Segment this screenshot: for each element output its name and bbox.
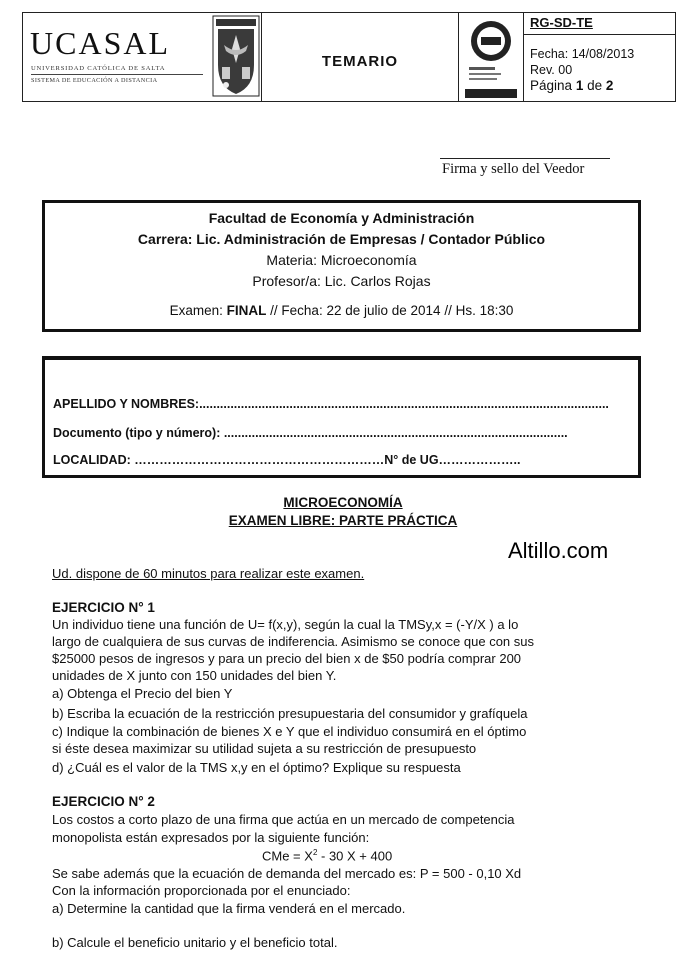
- exercise-2-line: Se sabe además que la ecuación de demanda del mercado es: P = 500 - 0,10 Xd: [52, 866, 522, 881]
- exercise-2-line: monopolista están expresados por la siguiente función:: [52, 830, 370, 845]
- student-locality-field[interactable]: LOCALIDAD: ……………………………………………………N° de UG………………..: [53, 453, 521, 467]
- subject-line: [45, 252, 638, 268]
- exam-time-value: Hs. 18:30: [455, 303, 514, 318]
- document-date: [530, 47, 634, 61]
- exercise-1-heading: EJERCICIO N° 1: [52, 600, 155, 615]
- logo-system-name: SISTEMA DE EDUCACIÓN A DISTANCIA: [31, 77, 158, 84]
- professor-line: [45, 273, 638, 289]
- logo-wordmark: UCASAL: [30, 25, 171, 61]
- university-crest-icon: [212, 15, 260, 97]
- student-name-field[interactable]: APELLIDO Y NOMBRES:......................................................................................................................: [53, 397, 609, 411]
- exercise-1-line: Un individuo tiene una función de U= f(x,y), según la cual la TMSy,x = (-Y/X ) a lo: [52, 617, 519, 632]
- exercise-1-item-a: a) Obtenga el Precio del bien Y: [52, 686, 233, 701]
- document-code: RG-SD-TE: [530, 15, 593, 30]
- date-label: Fecha:: [530, 47, 569, 61]
- faculty-name: Facultad de Economía y Administración: [208, 210, 475, 226]
- exercise-1-item-d: d) ¿Cuál es el valor de la TMS x,y en el óptimo? Explique su respuesta: [52, 760, 461, 775]
- page-indicator: [530, 78, 613, 93]
- exam-label: Examen:: [169, 303, 223, 318]
- exercise-1-line: largo de cualquiera de sus curvas de indiferencia. Asimismo se conoce que con sus: [52, 634, 534, 649]
- professor-label: Profesor/a:: [252, 273, 321, 289]
- exam-line: [45, 303, 638, 318]
- student-document-field[interactable]: Documento (tipo y número): ...................................................................................................: [53, 426, 568, 440]
- exercise-2-line: Los costos a corto plazo de una firma que actúa en un mercado de competencia: [52, 812, 515, 827]
- exam-value: FINAL: [226, 303, 267, 318]
- exercise-1-line: si éste desea maximizar su utilidad sujeta a su restricción de presupuesto: [52, 741, 477, 756]
- document-title: TEMARIO: [321, 52, 399, 70]
- iram-certification-icon: [465, 17, 517, 99]
- cost-function-formula: [262, 848, 392, 863]
- course-info-box: [42, 200, 641, 332]
- exercise-1-line: unidades de X junto con 150 unidades del bien Y.: [52, 668, 337, 683]
- date-value: 14/08/2013: [571, 47, 635, 61]
- exam-subject-title: MICROECONOMÍA: [283, 495, 403, 510]
- page-current: 1: [575, 78, 584, 93]
- signature-label: Firma y sello del Veedor: [442, 161, 585, 177]
- watermark-text: Altillo.com: [508, 538, 609, 563]
- certification-cell: [459, 13, 523, 101]
- exercise-2-item-b: b) Calcule el beneficio unitario y el beneficio total.: [52, 935, 338, 950]
- institution-logo: [23, 13, 262, 101]
- student-info-box: [42, 356, 641, 478]
- career-label: Carrera:: [137, 231, 193, 247]
- exam-type-title: EXAMEN LIBRE: PARTE PRÁCTICA: [228, 513, 458, 528]
- formula-left: CMe = X: [262, 848, 313, 864]
- revision-value: 00: [558, 63, 573, 77]
- formula-right: - 30 X + 400: [317, 848, 393, 864]
- info-divider: [524, 34, 675, 35]
- document-revision: [530, 63, 572, 77]
- page-prefix: Página: [530, 78, 573, 93]
- document-header: [22, 12, 676, 102]
- document-info-cell: [523, 13, 675, 101]
- revision-label: Rev.: [530, 63, 555, 77]
- exercise-1-item-c: c) Indique la combinación de bienes X e Y que el individuo consumirá en el óptimo: [52, 724, 527, 739]
- logo-university-name: UNIVERSIDAD CATÓLICA DE SALTA: [31, 65, 166, 72]
- exercise-1-item-b: b) Escriba la ecuación de la restricción presupuestaria del consumidor y grafíquela: [52, 706, 528, 721]
- duration-note: Ud. dispone de 60 minutos para realizar este examen.: [52, 566, 365, 581]
- exercise-1-line: $25000 pesos de ingresos y para un precio del bien x de $50 podría comprar 200: [52, 651, 522, 666]
- formula-exponent: 2: [312, 848, 318, 857]
- subject-value: Microeconomía: [320, 252, 417, 268]
- page-total: 2: [605, 78, 614, 93]
- document-title-cell: [262, 13, 459, 101]
- page-of: de: [587, 78, 603, 93]
- subject-label: Materia:: [266, 252, 317, 268]
- exercise-2-line: Con la información proporcionada por el enunciado:: [52, 883, 351, 898]
- exam-date-value: 22 de julio de 2014: [322, 303, 441, 318]
- logo-divider: [31, 74, 203, 75]
- exam-separator-2: //: [440, 303, 456, 318]
- exercise-2-item-a: a) Determine la cantidad que la firma venderá en el mercado.: [52, 901, 406, 916]
- signature-line: [440, 158, 610, 159]
- faculty-line: [45, 210, 638, 226]
- career-value: Lic. Administración de Empresas / Contador Público: [196, 231, 546, 247]
- career-line: [45, 231, 638, 247]
- professor-value: Lic. Carlos Rojas: [324, 273, 431, 289]
- exam-separator-1: //: [266, 303, 282, 318]
- exam-date-label: Fecha:: [281, 303, 323, 318]
- exercise-2-heading: EJERCICIO N° 2: [52, 794, 155, 809]
